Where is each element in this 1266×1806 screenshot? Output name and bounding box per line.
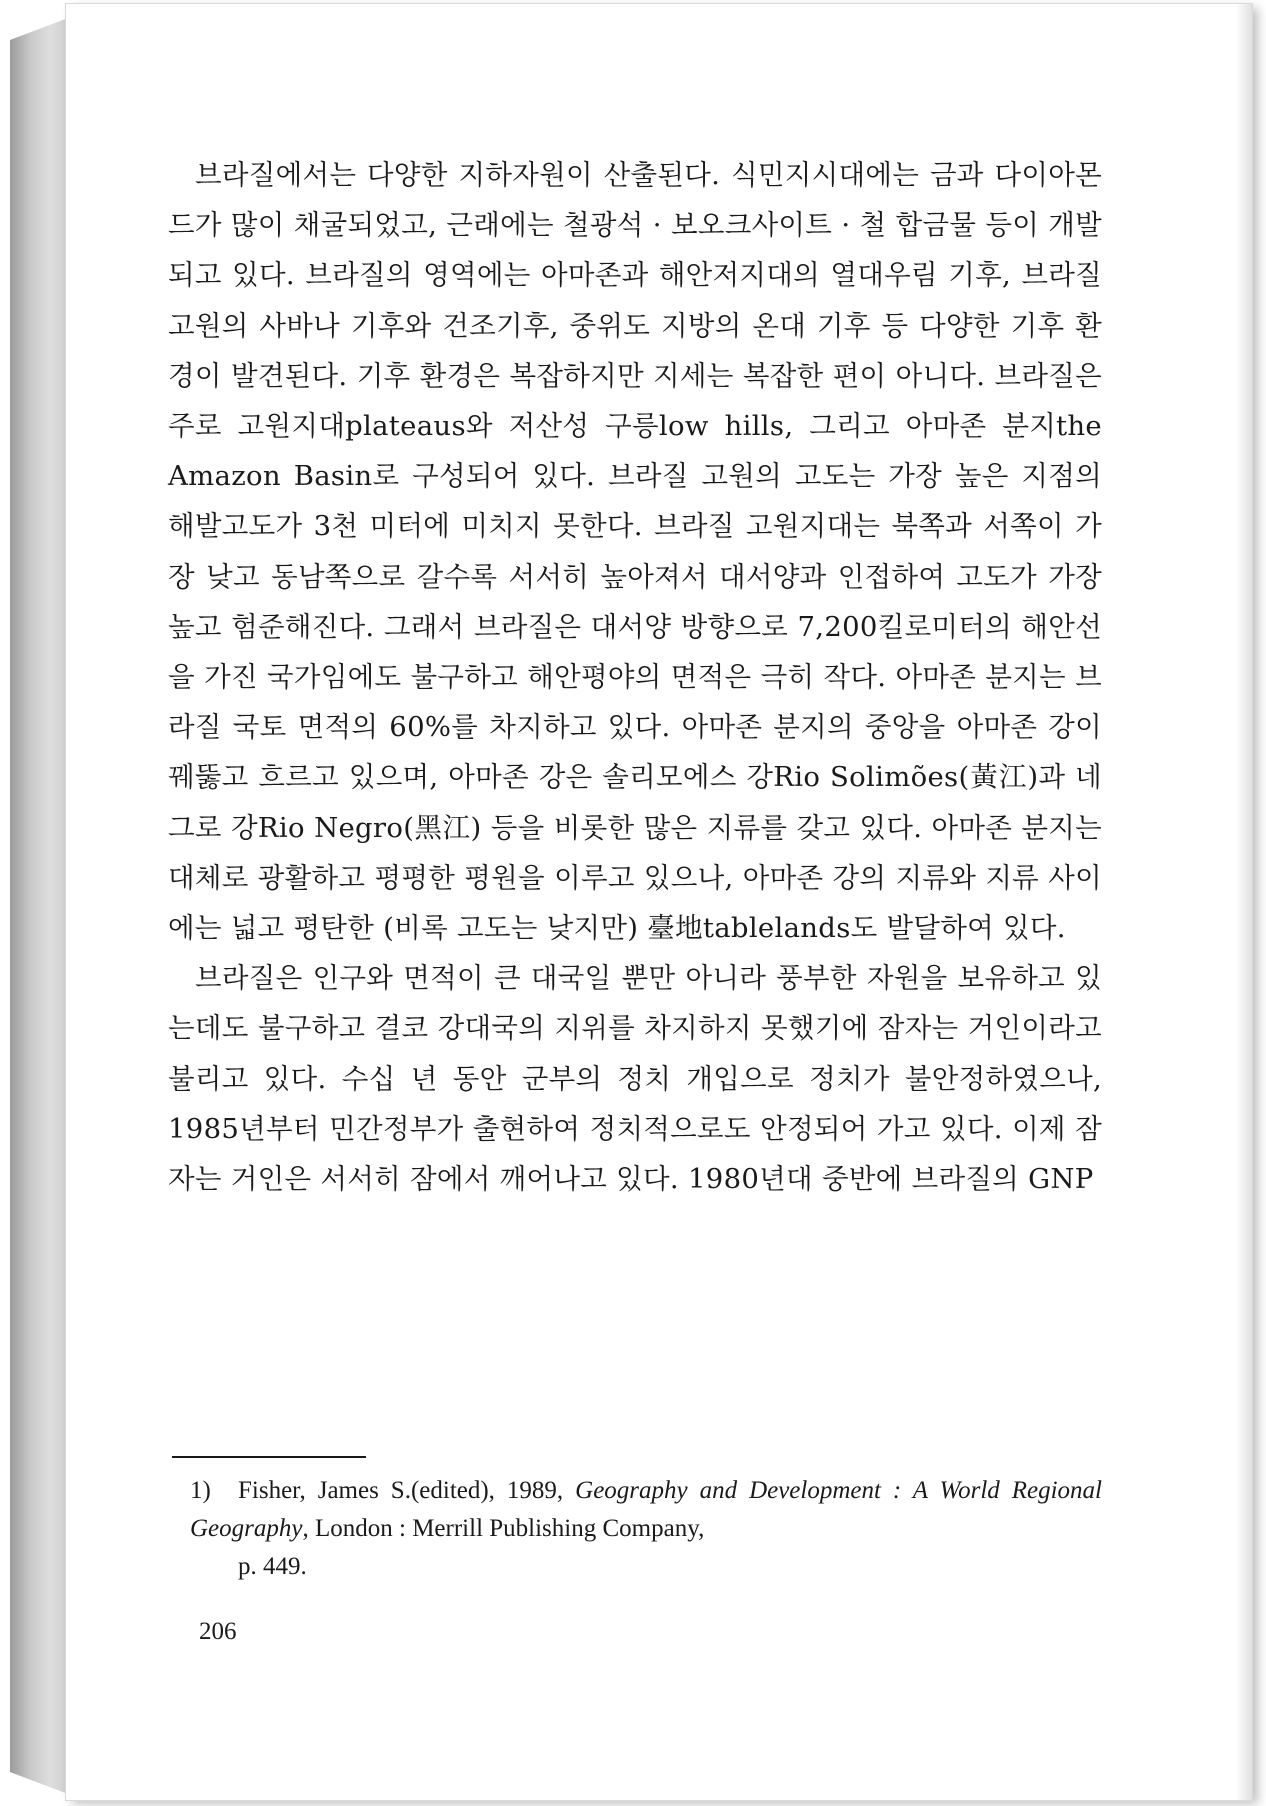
footnote-publisher: , London : Merrill Publishing Company, bbox=[302, 1515, 705, 1542]
footnote bbox=[190, 1472, 1102, 1586]
footnote-pages: p. 449. bbox=[238, 1553, 307, 1580]
body-text bbox=[168, 150, 1102, 1204]
footnote-rule bbox=[172, 1456, 366, 1458]
paragraph-2: 브라질은 인구와 면적이 큰 대국일 뿐만 아니라 풍부한 자원을 보유하고 있는데도 불구하고 결코 강대국의 지위를 차지하지 못했기에 잠자는 거인이라고 불리고 있다. 수십 년 동안 군부의 정치 개입으로 정치가 불안정하였으나, 1985년부터 민간정부가 출현하여 정치적으로도 안정되어 가고 있다. 이제 잠자는 거인은 서서히 잠에서 깨어나고 있다. 1980년대 중반에 브라질의 GNP bbox=[168, 962, 1102, 1196]
book-edge bbox=[10, 18, 68, 1794]
footnote-title: Geography and Development : A World Regional Geography bbox=[190, 1477, 1102, 1542]
page-number: 206 bbox=[199, 1618, 237, 1645]
footnote-line-1 bbox=[190, 1472, 1102, 1548]
page-shadow bbox=[1236, 4, 1252, 1800]
footnote-author: Fisher, James S.(edited), 1989, bbox=[238, 1477, 564, 1504]
paragraph-1: 브라질에서는 다양한 지하자원이 산출된다. 식민지시대에는 금과 다이아몬드가 많이 채굴되었고, 근래에는 철광석 · 보오크사이트 · 철 합금물 등이 개발되고 있다. 브라질의 영역에는 아마존과 해안저지대의 열대우림 기후, 브라질 고원의 사바나 기후와 건조기후, 중위도 지방의 온대 기후 등 다양한 기후 환경이 발견된다. 기후 환경은 복잡하지만 지세는 복잡한 편이 아니다. 브라질은 주로 고원지대plateaus와 저산성 구릉low hills, 그리고 아마존 분지the Amazon Basin로 구성되어 있다. 브라질 고원의 고도는 가장 높은 지점의 해발고도가 3천 미터에 미치지 못한다. 브라질 고원지대는 북쪽과 서쪽이 가장 낮고 동남쪽으로 갈수록 서서히 높아져서 대서양과 인접하여 고도가 가장 높고 험준해진다. 그래서 브라질은 대서양 방향으로 7,200킬로미터의 해안선을 가진 국가임에도 불구하고 해안평야의 면적은 극히 작다. 아마존 분지는 브라질 국토 면적의 60%를 차지하고 있다. 아마존 분지의 중앙을 아마존 강이 꿰뚫고 흐르고 있으며, 아마존 강은 솔리모에스 강Rio Solimões(黃江)과 네그로 강Rio Negro(黑江) 등을 비롯한 많은 지류를 갖고 있다. 아마존 분지는 대체로 광활하고 평평한 평원을 이루고 있으나, 아마존 강의 지류와 지류 사이에는 넓고 평탄한 (비록 고도는 낮지만) 臺地tablelands도 발달하여 있다. bbox=[168, 159, 1102, 945]
footnote-number: 1) bbox=[190, 1477, 211, 1504]
